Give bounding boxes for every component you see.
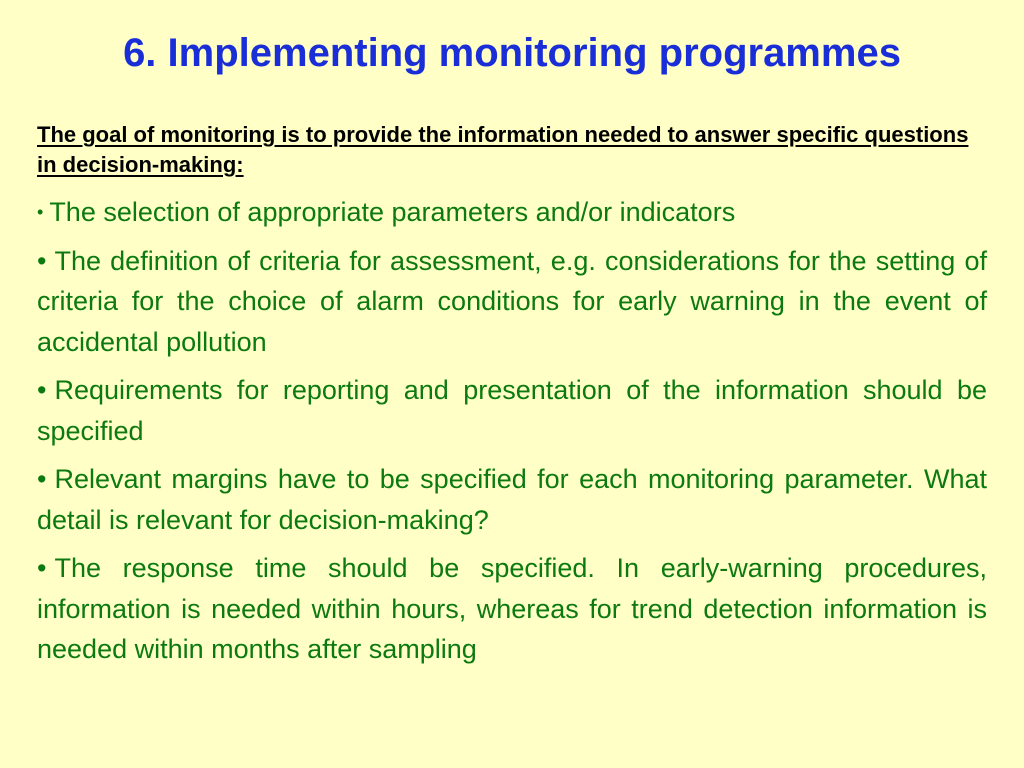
bullet-text: Relevant margins have to be specified for each monitoring parameter. What detail is relevant for decision-making? (37, 464, 987, 535)
bullet-icon: • (37, 464, 47, 494)
bullet-icon: • (37, 553, 47, 583)
bullet-text: The response time should be specified. In early-warning procedures, information is needed within hours, whereas for trend detection information is needed within months after sampling (37, 553, 987, 664)
bullet-icon: • (37, 245, 47, 276)
bullet-item (37, 370, 987, 451)
bullet-text: Requirements for reporting and presentation of the information should be specified (37, 375, 987, 446)
bullet-item (37, 192, 987, 233)
slide-title: 6. Implementing monitoring programmes (123, 31, 901, 75)
bullet-item (37, 548, 987, 670)
bullet-item (37, 459, 987, 540)
bullet-list (37, 192, 987, 670)
bullet-item (37, 241, 987, 363)
bullet-icon: • (37, 375, 47, 405)
bullet-text: The selection of appropriate parameters and/or indicators (49, 197, 736, 227)
intro-text: The goal of monitoring is to provide the information needed to answer specific questions in decision-making: (37, 122, 969, 177)
bullet-icon: • (37, 202, 44, 222)
bullet-text: The definition of criteria for assessment, e.g. considerations for the setting of criteria for the choice of alarm conditions for early warning in the event of accidental pollution (37, 245, 987, 357)
